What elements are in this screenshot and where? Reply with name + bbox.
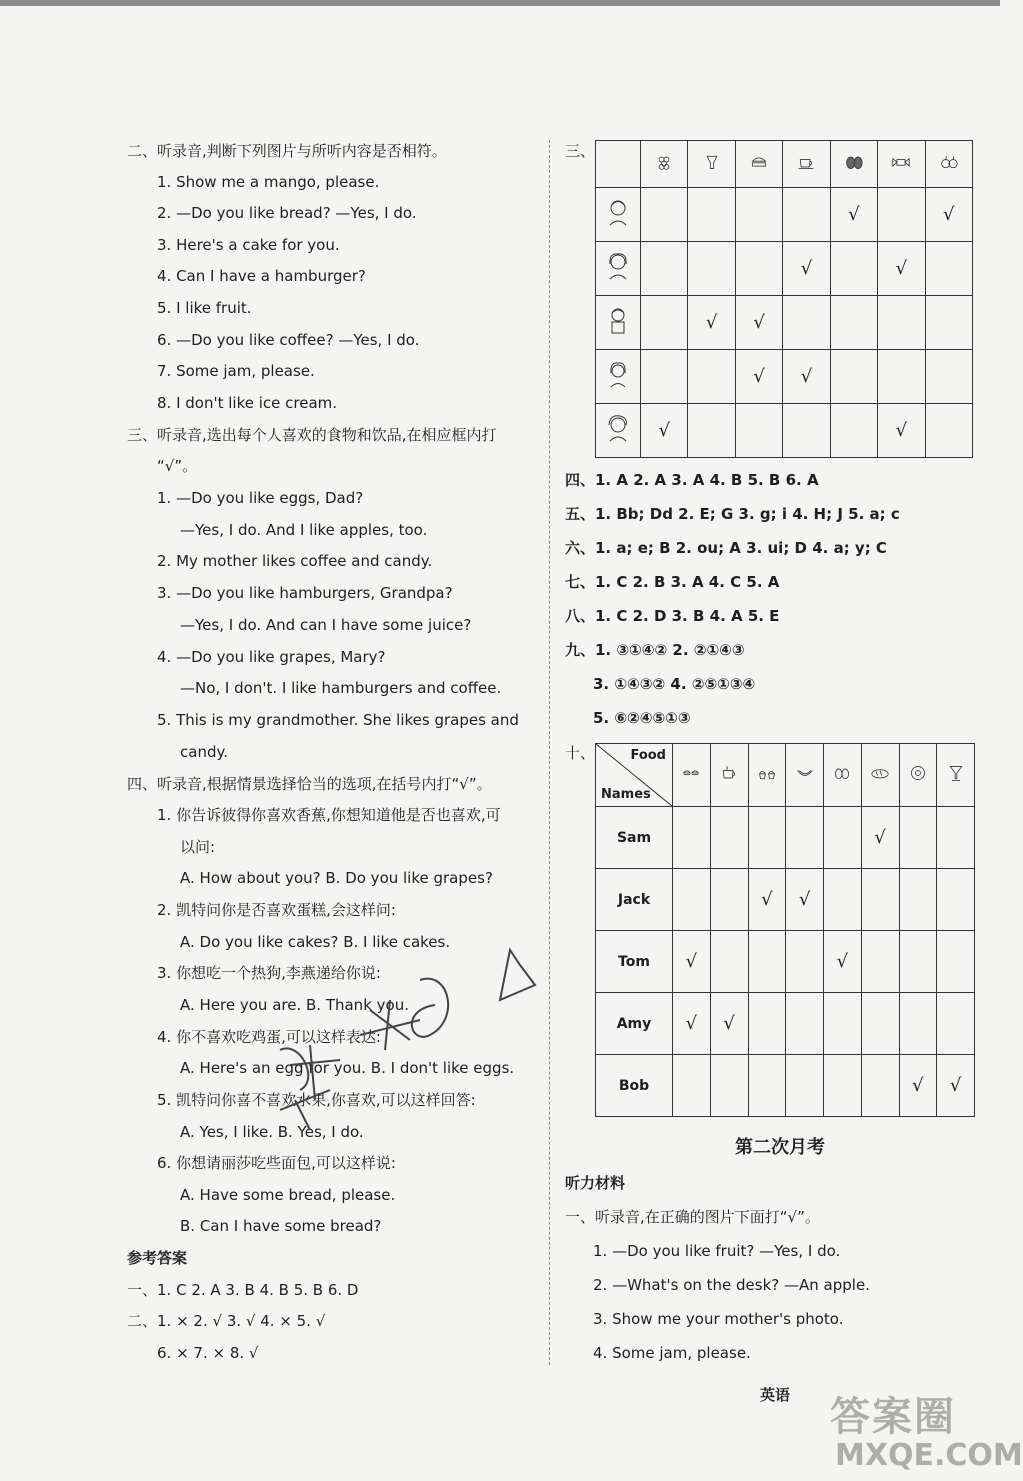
- section-title: 第二次月考: [735, 1137, 825, 1158]
- coffee-icon: [783, 141, 830, 188]
- s1-item: 4. Some jam, please.: [593, 1344, 751, 1362]
- juice-glass-icon: [937, 744, 975, 807]
- table-cell: [925, 350, 972, 404]
- table-cell: √: [673, 931, 711, 993]
- page-footer: [760, 1384, 790, 1414]
- table-cell: [925, 404, 972, 458]
- table-cell: [899, 993, 937, 1055]
- eggs-icon: [830, 141, 877, 188]
- header-blank-cell: [596, 141, 641, 188]
- person-icon: [596, 350, 641, 404]
- row-name: Amy: [596, 993, 673, 1055]
- table-cell: [710, 869, 748, 931]
- table-cell: [899, 807, 937, 869]
- table-cell: √: [824, 931, 862, 993]
- row-name: Jack: [596, 869, 673, 931]
- s4-option: A. Here's an egg for you. B. I don't like eggs.: [180, 1059, 515, 1077]
- table-cell: [673, 1055, 711, 1117]
- table-cell: [830, 350, 877, 404]
- s3-item: 2. My mother likes coffee and candy.: [157, 552, 433, 570]
- apples-icon: [925, 141, 972, 188]
- answer-line: 二、1. × 2. √ 3. √ 4. × 5. √: [127, 1312, 326, 1330]
- row-name: Sam: [596, 807, 673, 869]
- s3-item: 3. —Do you like hamburgers, Grandpa?: [157, 584, 453, 602]
- table-cell: [937, 807, 975, 869]
- row-name: Tom: [596, 931, 673, 993]
- table-cell: [783, 188, 830, 242]
- table-cell: √: [673, 993, 711, 1055]
- s3-title: 三、听录音,选出每个人喜欢的食物和饮品,在相应框内打: [127, 426, 497, 444]
- hamburgers-icon: [673, 744, 711, 807]
- s4-option: A. Do you like cakes? B. I like cakes.: [180, 933, 451, 951]
- s2-item: 3. Here's a cake for you.: [157, 236, 340, 254]
- table-cell: [899, 931, 937, 993]
- s2-item: 6. —Do you like coffee? —Yes, I do.: [157, 331, 420, 349]
- juice-icon: [688, 141, 735, 188]
- s4-item: 6. 你想请丽莎吃些面包,可以这样说:: [157, 1154, 396, 1172]
- s3-item: 4. —Do you like grapes, Mary?: [157, 648, 386, 666]
- s4-item: 1. 你告诉彼得你喜欢香蕉,你想知道他是否也喜欢,可: [157, 806, 501, 824]
- diagonal-header-cell: [596, 744, 673, 807]
- table-cell: √: [748, 869, 786, 931]
- answer-line: 八、1. C 2. D 3. B 4. A 5. E: [565, 607, 780, 625]
- table-cell: √: [710, 993, 748, 1055]
- table-cell: [861, 931, 899, 993]
- table-cell: [824, 869, 862, 931]
- table-cell: [735, 188, 782, 242]
- table-cell: [786, 1055, 824, 1117]
- table-cell: [824, 993, 862, 1055]
- answer-line: 5. ⑥②④⑤①③: [593, 709, 691, 727]
- s4-title: 四、听录音,根据情景选择恰当的选项,在括号内打“√”。: [127, 775, 492, 793]
- s10-label: 十、: [565, 744, 596, 762]
- table-cell: √: [925, 188, 972, 242]
- table-cell: [688, 242, 735, 296]
- scan-top-edge: [0, 0, 1000, 6]
- table-cell: √: [830, 188, 877, 242]
- answer-line: 九、1. ③①④② 2. ②①④③: [565, 641, 745, 659]
- answers-title: 参考答案: [127, 1249, 188, 1267]
- person-icon: [596, 242, 641, 296]
- s4-option: A. Yes, I like. B. Yes, I do.: [180, 1123, 364, 1141]
- table-cell: [878, 188, 925, 242]
- s3-item: —Yes, I do. And I like apples, too.: [180, 521, 428, 539]
- person-icon: [596, 296, 641, 350]
- table-cell: [748, 807, 786, 869]
- s4-item: 以问:: [180, 838, 216, 856]
- donut-icon: [899, 744, 937, 807]
- table-cell: √: [641, 404, 688, 458]
- table-cell: [830, 404, 877, 458]
- table-cell: [937, 993, 975, 1055]
- answer-line: 五、1. Bb; Dd 2. E; G 3. g; i 4. H; J 5. a; c: [565, 505, 900, 523]
- table-cell: [641, 188, 688, 242]
- subject-label: 英语: [760, 1386, 791, 1404]
- table-cell: [830, 242, 877, 296]
- s4-item: 4. 你不喜欢吃鸡蛋,可以这样表达:: [157, 1028, 381, 1046]
- table-cell: [937, 869, 975, 931]
- candy-icon: [878, 141, 925, 188]
- table-cell: [710, 1055, 748, 1117]
- answer-line: 一、1. C 2. A 3. B 4. B 5. B 6. D: [127, 1281, 359, 1299]
- table-s10: [595, 743, 975, 1117]
- watermark-logo: 答案圈: [830, 1394, 956, 1440]
- table-cell: √: [783, 242, 830, 296]
- person-icon: [596, 188, 641, 242]
- table-cell: [937, 931, 975, 993]
- s1-item: 3. Show me your mother's photo.: [593, 1310, 844, 1328]
- column-divider: [549, 140, 550, 1365]
- table-cell: [735, 242, 782, 296]
- table-cell: [641, 242, 688, 296]
- s1-title: 一、听录音,在正确的图片下面打“√”。: [565, 1208, 820, 1226]
- s2-item: 4. Can I have a hamburger?: [157, 267, 366, 285]
- table-cell: [786, 993, 824, 1055]
- table-s3: [595, 140, 973, 458]
- s3-item: 5. This is my grandmother. She likes grapes and: [157, 711, 519, 729]
- s2-item: 2. —Do you like bread? —Yes, I do.: [157, 204, 417, 222]
- s4-option: B. Can I have some bread?: [180, 1217, 382, 1235]
- table-cell: √: [688, 296, 735, 350]
- s4-option: A. Have some bread, please.: [180, 1186, 396, 1204]
- table-cell: √: [878, 404, 925, 458]
- table-cell: [899, 869, 937, 931]
- hamburger-icon: [735, 141, 782, 188]
- s4-option: A. How about you? B. Do you like grapes?: [180, 869, 493, 887]
- table-cell: [824, 807, 862, 869]
- answer-line: 6. × 7. × 8. √: [157, 1344, 259, 1362]
- table-cell: √: [783, 350, 830, 404]
- table-cell: [786, 931, 824, 993]
- table-cell: √: [735, 350, 782, 404]
- table-cell: √: [861, 807, 899, 869]
- s3-item: —No, I don't. I like hamburgers and coffee.: [180, 679, 502, 697]
- answer-line: 3. ①④③② 4. ②⑤①③④: [593, 675, 756, 693]
- food-header: Food: [630, 748, 666, 763]
- answer-line: 七、1. C 2. B 3. A 4. C 5. A: [565, 573, 780, 591]
- bread-icon: [861, 744, 899, 807]
- person-icon: [596, 404, 641, 458]
- listening-title: 听力材料: [565, 1174, 626, 1192]
- table-cell: [748, 931, 786, 993]
- table-cell: [673, 869, 711, 931]
- table-cell: [786, 807, 824, 869]
- table-cell: [861, 869, 899, 931]
- table-cell: [748, 1055, 786, 1117]
- cupcakes-icon: [748, 744, 786, 807]
- s3-item: candy.: [180, 743, 228, 761]
- s2-item: 1. Show me a mango, please.: [157, 173, 380, 191]
- row-name: Bob: [596, 1055, 673, 1117]
- table-cell: [710, 807, 748, 869]
- table-cell: [710, 931, 748, 993]
- table-cell: [878, 296, 925, 350]
- table-cell: [861, 1055, 899, 1117]
- table-cell: [824, 1055, 862, 1117]
- bananas-icon: [786, 744, 824, 807]
- s1-item: 2. —What's on the desk? —An apple.: [593, 1276, 870, 1294]
- s2-item: 7. Some jam, please.: [157, 362, 315, 380]
- table-cell: [641, 350, 688, 404]
- table-cell: [735, 404, 782, 458]
- table-cell: [861, 993, 899, 1055]
- table-cell: [783, 296, 830, 350]
- s1-item: 1. —Do you like fruit? —Yes, I do.: [593, 1242, 841, 1260]
- s4-item: 2. 凯特问你是否喜欢蛋糕,会这样问:: [157, 901, 396, 919]
- answer-line: 四、1. A 2. A 3. A 4. B 5. B 6. A: [565, 471, 819, 489]
- coffee-cup-icon: [710, 744, 748, 807]
- table-cell: [878, 350, 925, 404]
- table-cell: √: [899, 1055, 937, 1117]
- s4-item: 3. 你想吃一个热狗,李燕递给你说:: [157, 964, 381, 982]
- table-cell: [830, 296, 877, 350]
- table-cell: [641, 296, 688, 350]
- eggs-icon: [824, 744, 862, 807]
- s3-item: 1. —Do you like eggs, Dad?: [157, 489, 364, 507]
- table-cell: [925, 242, 972, 296]
- table-cell: √: [937, 1055, 975, 1117]
- grapes-icon: [641, 141, 688, 188]
- table-cell: [673, 807, 711, 869]
- s4-option: A. Here you are. B. Thank you.: [180, 996, 409, 1014]
- s3-title-cont: “√”。: [157, 457, 198, 475]
- table-cell: √: [786, 869, 824, 931]
- s4-item: 5. 凯特问你喜不喜欢水果,你喜欢,可以这样回答:: [157, 1091, 476, 1109]
- table-cell: [783, 404, 830, 458]
- s2-item: 8. I don't like ice cream.: [157, 394, 338, 412]
- names-header: Names: [601, 787, 651, 802]
- table-cell: √: [878, 242, 925, 296]
- table-cell: [688, 404, 735, 458]
- table-cell: [748, 993, 786, 1055]
- table-cell: [688, 350, 735, 404]
- answer-line: 六、1. a; e; B 2. ou; A 3. ui; D 4. a; y; C: [565, 539, 887, 557]
- s3-item: —Yes, I do. And can I have some juice?: [180, 616, 472, 634]
- table-cell: [925, 296, 972, 350]
- watermark-url: MXQE.COM: [835, 1438, 1023, 1473]
- s3-right-label: 三、: [565, 142, 596, 160]
- s2-title: 二、听录音,判断下列图片与所听内容是否相符。: [127, 142, 447, 160]
- handwriting-scribble: [260, 940, 560, 1140]
- s2-item: 5. I like fruit.: [157, 299, 252, 317]
- table-cell: [688, 188, 735, 242]
- table-cell: √: [735, 296, 782, 350]
